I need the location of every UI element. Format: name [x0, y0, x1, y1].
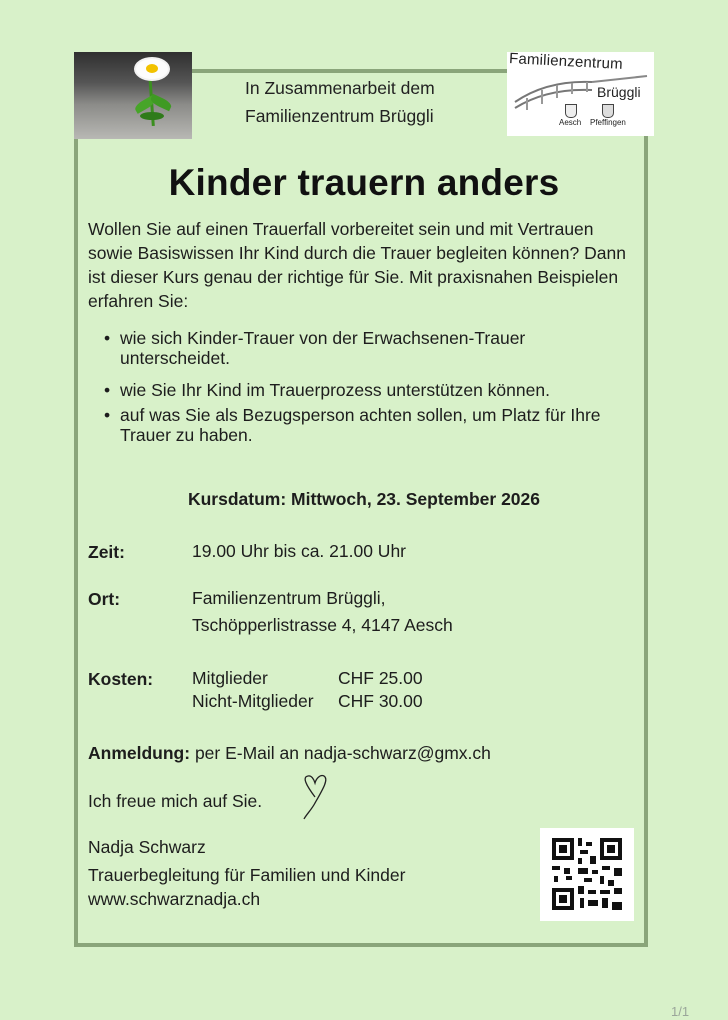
kosten-member-label: Mitglieder — [192, 668, 268, 688]
zeit-label: Zeit: — [88, 542, 125, 562]
page-title: Kinder trauern anders — [168, 162, 560, 203]
zeit-value: 19.00 Uhr bis ca. 21.00 Uhr — [192, 541, 407, 561]
heart-icon — [300, 773, 330, 821]
page-number: 1/1 — [671, 1004, 690, 1019]
daisy-photo — [74, 52, 192, 139]
logo-sub: Brüggli — [597, 84, 641, 100]
course-date: Kursdatum: Mittwoch, 23. September 2026 — [187, 489, 541, 509]
anmeldung-label: Anmeldung: — [88, 743, 191, 763]
ort-line-1: Familienzentrum Brüggli, — [192, 588, 386, 608]
intro-text: Wollen Sie auf einen Trauerfall vorbereitet sein und mit Vertrauen sowie Basiswissen Ihr Kind durch die Trauer begleiten können? Dann ist dieser Kurs genau der richtige für Sie. Mit praxisnahen Beispielen erfahren Sie: — [88, 219, 626, 311]
ort-label: Ort: — [88, 589, 121, 609]
cooperation-line-1: In Zusammenarbeit dem — [245, 78, 435, 98]
signature-role: Trauerbegleitung für Familien und Kinder — [88, 865, 406, 885]
closing-text: Ich freue mich auf Sie. — [88, 791, 263, 811]
signature-web[interactable]: www.schwarznadja.ch — [88, 889, 261, 909]
logo-name: Familienzentrum — [508, 50, 624, 73]
anmeldung — [88, 743, 491, 764]
qr-code[interactable] — [540, 828, 634, 921]
signature-name: Nadja Schwarz — [88, 837, 206, 857]
anmeldung-email[interactable]: per E-Mail an nadja-schwarz@gmx.ch — [194, 743, 491, 763]
logo-place-1: Aesch — [559, 118, 582, 127]
list-item: • wie Sie Ihr Kind im Trauerprozess unterstützen können. — [104, 380, 624, 400]
ort-line-2: Tschöpperlistrasse 4, 4147 Aesch — [192, 615, 453, 635]
list-item: • auf was Sie als Bezugsperson achten sollen, um Platz für Ihre Trauer zu haben. — [104, 405, 624, 445]
logo-place-2: Pfeffingen — [590, 118, 626, 127]
aesch-shield-icon — [565, 104, 577, 118]
kosten-nonmember-price: CHF 30.00 — [338, 691, 423, 711]
kosten-nonmember-label: Nicht-Mitglieder — [192, 691, 314, 711]
pfeffingen-shield-icon — [602, 104, 614, 118]
list-item: • wie sich Kinder-Trauer von der Erwachsenen-Trauer unterscheidet. — [104, 328, 624, 368]
familienzentrum-logo — [507, 52, 654, 136]
cooperation-line-2: Familienzentrum Brüggli — [245, 106, 434, 126]
kosten-label: Kosten: — [88, 669, 154, 689]
cooperation-note — [245, 74, 495, 130]
kosten-member-price: CHF 25.00 — [338, 668, 423, 688]
